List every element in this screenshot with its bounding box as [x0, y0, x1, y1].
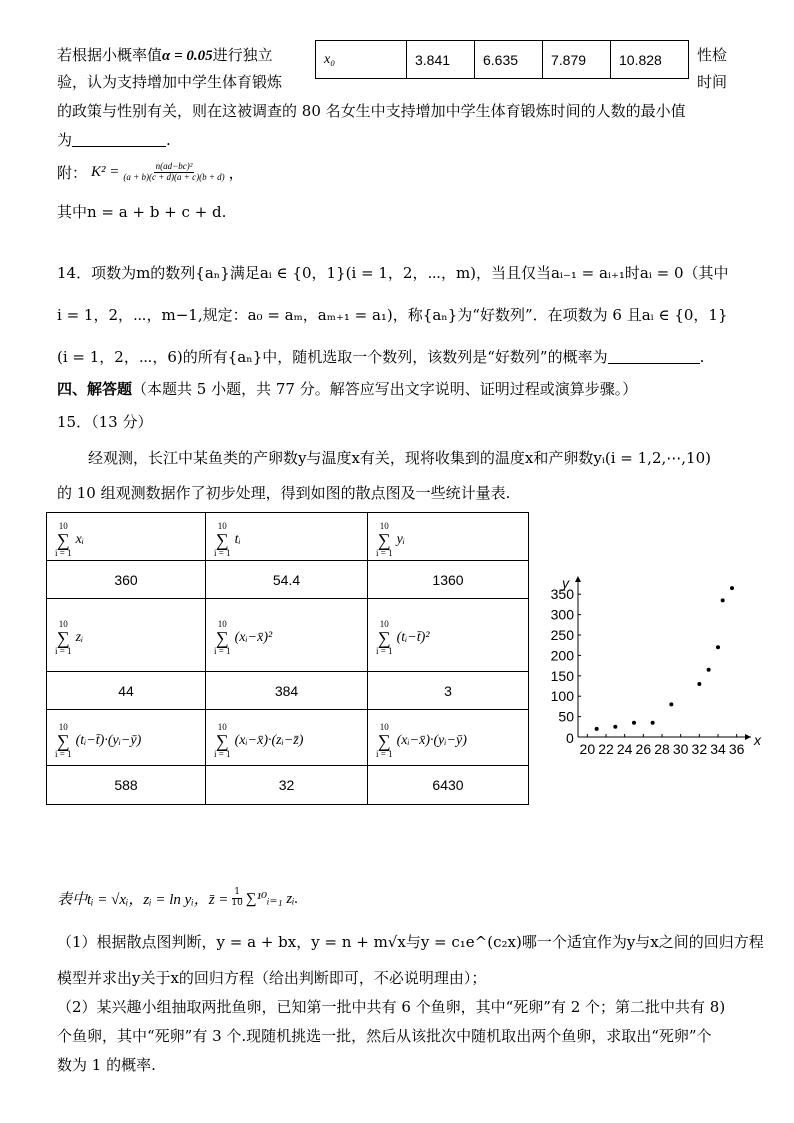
stats-header-cell — [47, 599, 206, 672]
table-note — [57, 888, 298, 909]
sum-lower: i = 1 — [55, 646, 72, 656]
table-note-suffix: ∑¹⁰ᵢ₌₁ zᵢ. — [245, 891, 299, 907]
fraction-numerator: 1 — [234, 887, 241, 898]
critical-value-table — [315, 40, 689, 79]
stats-header-cell — [368, 513, 529, 561]
scatter-point — [613, 725, 617, 729]
appendix-label: 附： — [57, 164, 88, 182]
stats-header-cell — [206, 599, 368, 672]
scatter-point — [697, 682, 701, 686]
q14-line3-text: (i = 1，2，⋯，6)的所有{aₙ}中，随机选取一个数列，该数列是“好数列”的概率为 — [57, 348, 608, 366]
stats-header-row — [47, 599, 529, 672]
x-axis-arrow-icon — [745, 734, 751, 740]
sum-expression — [214, 522, 241, 558]
sum-upper: 10 — [217, 721, 227, 732]
q14-line3 — [57, 346, 704, 367]
x-tick-label: 36 — [728, 741, 745, 757]
x0-label: x₀ — [316, 41, 407, 79]
scatter-point — [595, 727, 599, 731]
y-tick-label: 150 — [550, 667, 574, 684]
sigma-icon: 10 ∑ i = 1 — [55, 721, 72, 759]
q14-line1: 14．项数为m的数列{aₙ}满足aᵢ ∈ {0，1}(i = 1，2，⋯，m)，当且仅当aᵢ₋₁ = aᵢ₊₁时aᵢ = 0（其中 — [57, 264, 729, 282]
scatter-point — [730, 586, 734, 590]
sum-upper: 10 — [379, 619, 389, 629]
sum-upper: 10 — [217, 619, 227, 629]
q15-header: 15．（13 分） — [57, 413, 153, 431]
section4-heading — [57, 378, 637, 399]
q13-tail-right-2: 时间 — [697, 73, 728, 91]
sum-term: (xᵢ−x̄)·(zᵢ−z̄) — [234, 732, 304, 748]
stats-value: 6430 — [368, 766, 529, 805]
q13-line4-end: . — [166, 131, 171, 149]
stats-header-cell — [47, 513, 206, 561]
sigma-icon: 10 ∑ i = 1 — [214, 619, 231, 656]
q13-line4-text: 为 — [57, 131, 73, 149]
scatter-point — [632, 721, 636, 725]
x-tick-label: 24 — [616, 741, 633, 757]
q14-line3-end: . — [699, 348, 705, 366]
stats-value: 384 — [206, 672, 368, 710]
one-tenth-fraction — [231, 888, 242, 909]
stats-value: 54.4 — [206, 561, 368, 599]
sum-lower: i = 1 — [55, 748, 72, 759]
stats-value: 44 — [47, 672, 206, 710]
sum-upper: 10 — [217, 520, 227, 531]
scatter-point — [721, 598, 725, 602]
sum-expression — [376, 723, 467, 759]
sum-lower: i = 1 — [55, 547, 72, 558]
sum-upper: 10 — [58, 520, 68, 531]
y-axis-arrow-icon — [575, 576, 581, 582]
q13-line1 — [57, 44, 273, 65]
sum-term: (tᵢ−t̄)·(yᵢ−ȳ) — [75, 732, 142, 748]
y-tick-label: 250 — [550, 627, 574, 644]
scatter-point — [669, 702, 673, 706]
stats-value: 3 — [368, 672, 529, 710]
stats-value: 1360 — [368, 561, 529, 599]
stats-header-cell — [206, 710, 368, 766]
k2-formula — [57, 162, 244, 183]
x-tick-label: 22 — [598, 741, 614, 757]
stats-value: 588 — [47, 766, 206, 805]
stats-header-cell — [47, 710, 206, 766]
q13-line3: 的政策与性别有关，则在这被调查的 80 名女生中支持增加中学生体育锻炼时间的人数的最小值 — [57, 102, 686, 120]
scatter-point — [716, 645, 720, 649]
stats-header-cell — [206, 513, 368, 561]
sum-term: zᵢ — [75, 630, 84, 645]
stats-header-cell — [368, 710, 529, 766]
stats-value-row — [47, 561, 529, 599]
k2-denominator: (a + b)(c + d)(a + c)(b + d) — [123, 172, 225, 182]
sigma-icon: 10 ∑ i = 1 — [55, 520, 72, 558]
alpha-value: α = 0.05 — [162, 48, 213, 64]
sum-expression — [55, 620, 83, 656]
sigma-icon: 10 ∑ i = 1 — [214, 721, 231, 759]
k2-numerator: n(ad−bc)² — [155, 161, 193, 172]
x-axis-label: x — [754, 732, 761, 748]
x-tick-label: 30 — [672, 741, 689, 757]
q15-part1-line1: （1）根据散点图判断，y = a + bx，y = n + m√x与y = c₁e^(c₂x)哪一个适宜作为y与x之间的回归方程 — [57, 933, 764, 951]
x-tick-label: 32 — [691, 741, 708, 757]
stats-value-row — [47, 766, 529, 805]
q13-line4 — [57, 129, 171, 150]
scatter-point — [651, 721, 655, 725]
table-note-prefix: 表中tᵢ = √xᵢ，zᵢ = ln yᵢ，z̄ = — [57, 892, 229, 908]
q13-tail-right-1: 性检 — [697, 46, 728, 64]
sum-upper: 10 — [58, 619, 68, 629]
y-tick-label: 50 — [558, 708, 574, 725]
section4-title: 四、解答题 — [57, 380, 133, 398]
stats-value-row — [47, 672, 529, 710]
y-tick-label: 100 — [550, 688, 574, 705]
sum-lower: i = 1 — [214, 547, 231, 558]
answer-blank — [72, 132, 166, 147]
sum-expression — [55, 723, 141, 759]
sum-upper: 10 — [58, 721, 68, 732]
q14-line2: i = 1，2，⋯，m−1,规定：a₀ = aₘ，aₘ₊₁ = a₁)，称{aₙ}为“好数列”．在项数为 6 且aᵢ ∈ {0，1} — [57, 306, 728, 324]
sum-expression — [376, 620, 430, 656]
sum-term: (xᵢ−x̄)·(yᵢ−ȳ) — [396, 732, 467, 748]
q15-part2-line2: 个鱼卵，其中“死卵”有 3 个.现随机挑选一批，然后从该批次中随机取出两个鱼卵，求取出“死卵”个 — [57, 1027, 712, 1045]
sum-term: tᵢ — [234, 531, 241, 547]
x0-value: 10.828 — [611, 41, 689, 79]
k2-fraction — [123, 162, 224, 183]
x-tick-label: 20 — [579, 741, 596, 757]
statistics-table — [46, 512, 529, 805]
sum-expression — [214, 723, 303, 759]
stats-value: 360 — [47, 561, 206, 599]
critical-value-row — [316, 41, 689, 79]
y-tick-label: 200 — [550, 647, 574, 664]
sum-term: (tᵢ−t̄)² — [396, 630, 430, 645]
q15-part2-line1: （2）某兴趣小组抽取两批鱼卵，已知第一批中共有 6 个鱼卵，其中“死卵”有 2 个；第二批中共有 8) — [57, 998, 726, 1016]
sum-upper: 10 — [379, 721, 389, 732]
x0-value: 6.635 — [475, 41, 543, 79]
stats-header-cell — [368, 599, 529, 672]
y-tick-label: 300 — [550, 606, 574, 623]
q13-line1b-text: 进行独立 — [212, 46, 273, 64]
stats-header-row — [47, 710, 529, 766]
x-tick-label: 34 — [710, 741, 726, 757]
k2-symbol: K² = — [91, 164, 120, 180]
q15-part2-line3: 数为 1 的概率. — [57, 1056, 156, 1074]
origin-label: 0 — [566, 730, 574, 746]
x0-value: 3.841 — [407, 41, 475, 79]
sigma-icon: 10 ∑ i = 1 — [376, 520, 393, 558]
y-tick-label: 350 — [550, 586, 574, 603]
sigma-icon: 10 ∑ i = 1 — [214, 520, 231, 558]
scatter-point — [707, 668, 711, 672]
y-axis-label: y — [562, 575, 569, 591]
sum-expression — [214, 620, 272, 656]
sum-term: xᵢ — [75, 531, 85, 547]
sigma-icon: 10 ∑ i = 1 — [376, 619, 393, 656]
answer-blank — [608, 349, 700, 364]
sum-lower: i = 1 — [376, 748, 393, 759]
q15-part1-line2: 模型并求出y关于x的回归方程（给出判断即可，不必说明理由）； — [57, 969, 487, 987]
x-tick-label: 28 — [654, 741, 670, 757]
q13-line2: 验，认为支持增加中学生体育锻炼 — [57, 73, 283, 91]
sum-lower: i = 1 — [376, 547, 393, 558]
fraction-denominator: 10 — [231, 898, 243, 908]
k2-comma: ， — [228, 164, 244, 182]
sum-lower: i = 1 — [214, 646, 231, 656]
q15-intro-line2: 的 10 组观测数据作了初步处理，得到如图的散点图及一些统计量表. — [57, 484, 511, 502]
stats-header-row — [47, 513, 529, 561]
sum-lower: i = 1 — [376, 646, 393, 656]
section4-note: （本题共 5 小题，共 77 分。解答应写出文字说明、证明过程或演算步骤。） — [132, 380, 638, 398]
x0-value: 7.879 — [543, 41, 611, 79]
stats-value: 32 — [206, 766, 368, 805]
sum-expression — [55, 522, 84, 558]
sigma-icon: 10 ∑ i = 1 — [376, 721, 393, 759]
q13-line1-text: 若根据小概率值 — [57, 46, 163, 64]
x-tick-label: 26 — [635, 741, 652, 757]
sigma-icon: 10 ∑ i = 1 — [55, 619, 72, 656]
sum-upper: 10 — [379, 520, 389, 531]
sum-expression — [376, 522, 405, 558]
sum-term: yᵢ — [396, 531, 406, 547]
q15-intro-line1: 经观测，长江中某鱼类的产卵数y与温度x有关，现将收集到的温度x和产卵数yᵢ(i = 1,2,⋯,10) — [88, 449, 711, 467]
n-definition: 其中n = a + b + c + d. — [57, 203, 227, 221]
sum-term: (xᵢ−x̄)² — [234, 630, 273, 645]
scatter-plot — [538, 572, 763, 762]
sum-lower: i = 1 — [214, 748, 231, 759]
